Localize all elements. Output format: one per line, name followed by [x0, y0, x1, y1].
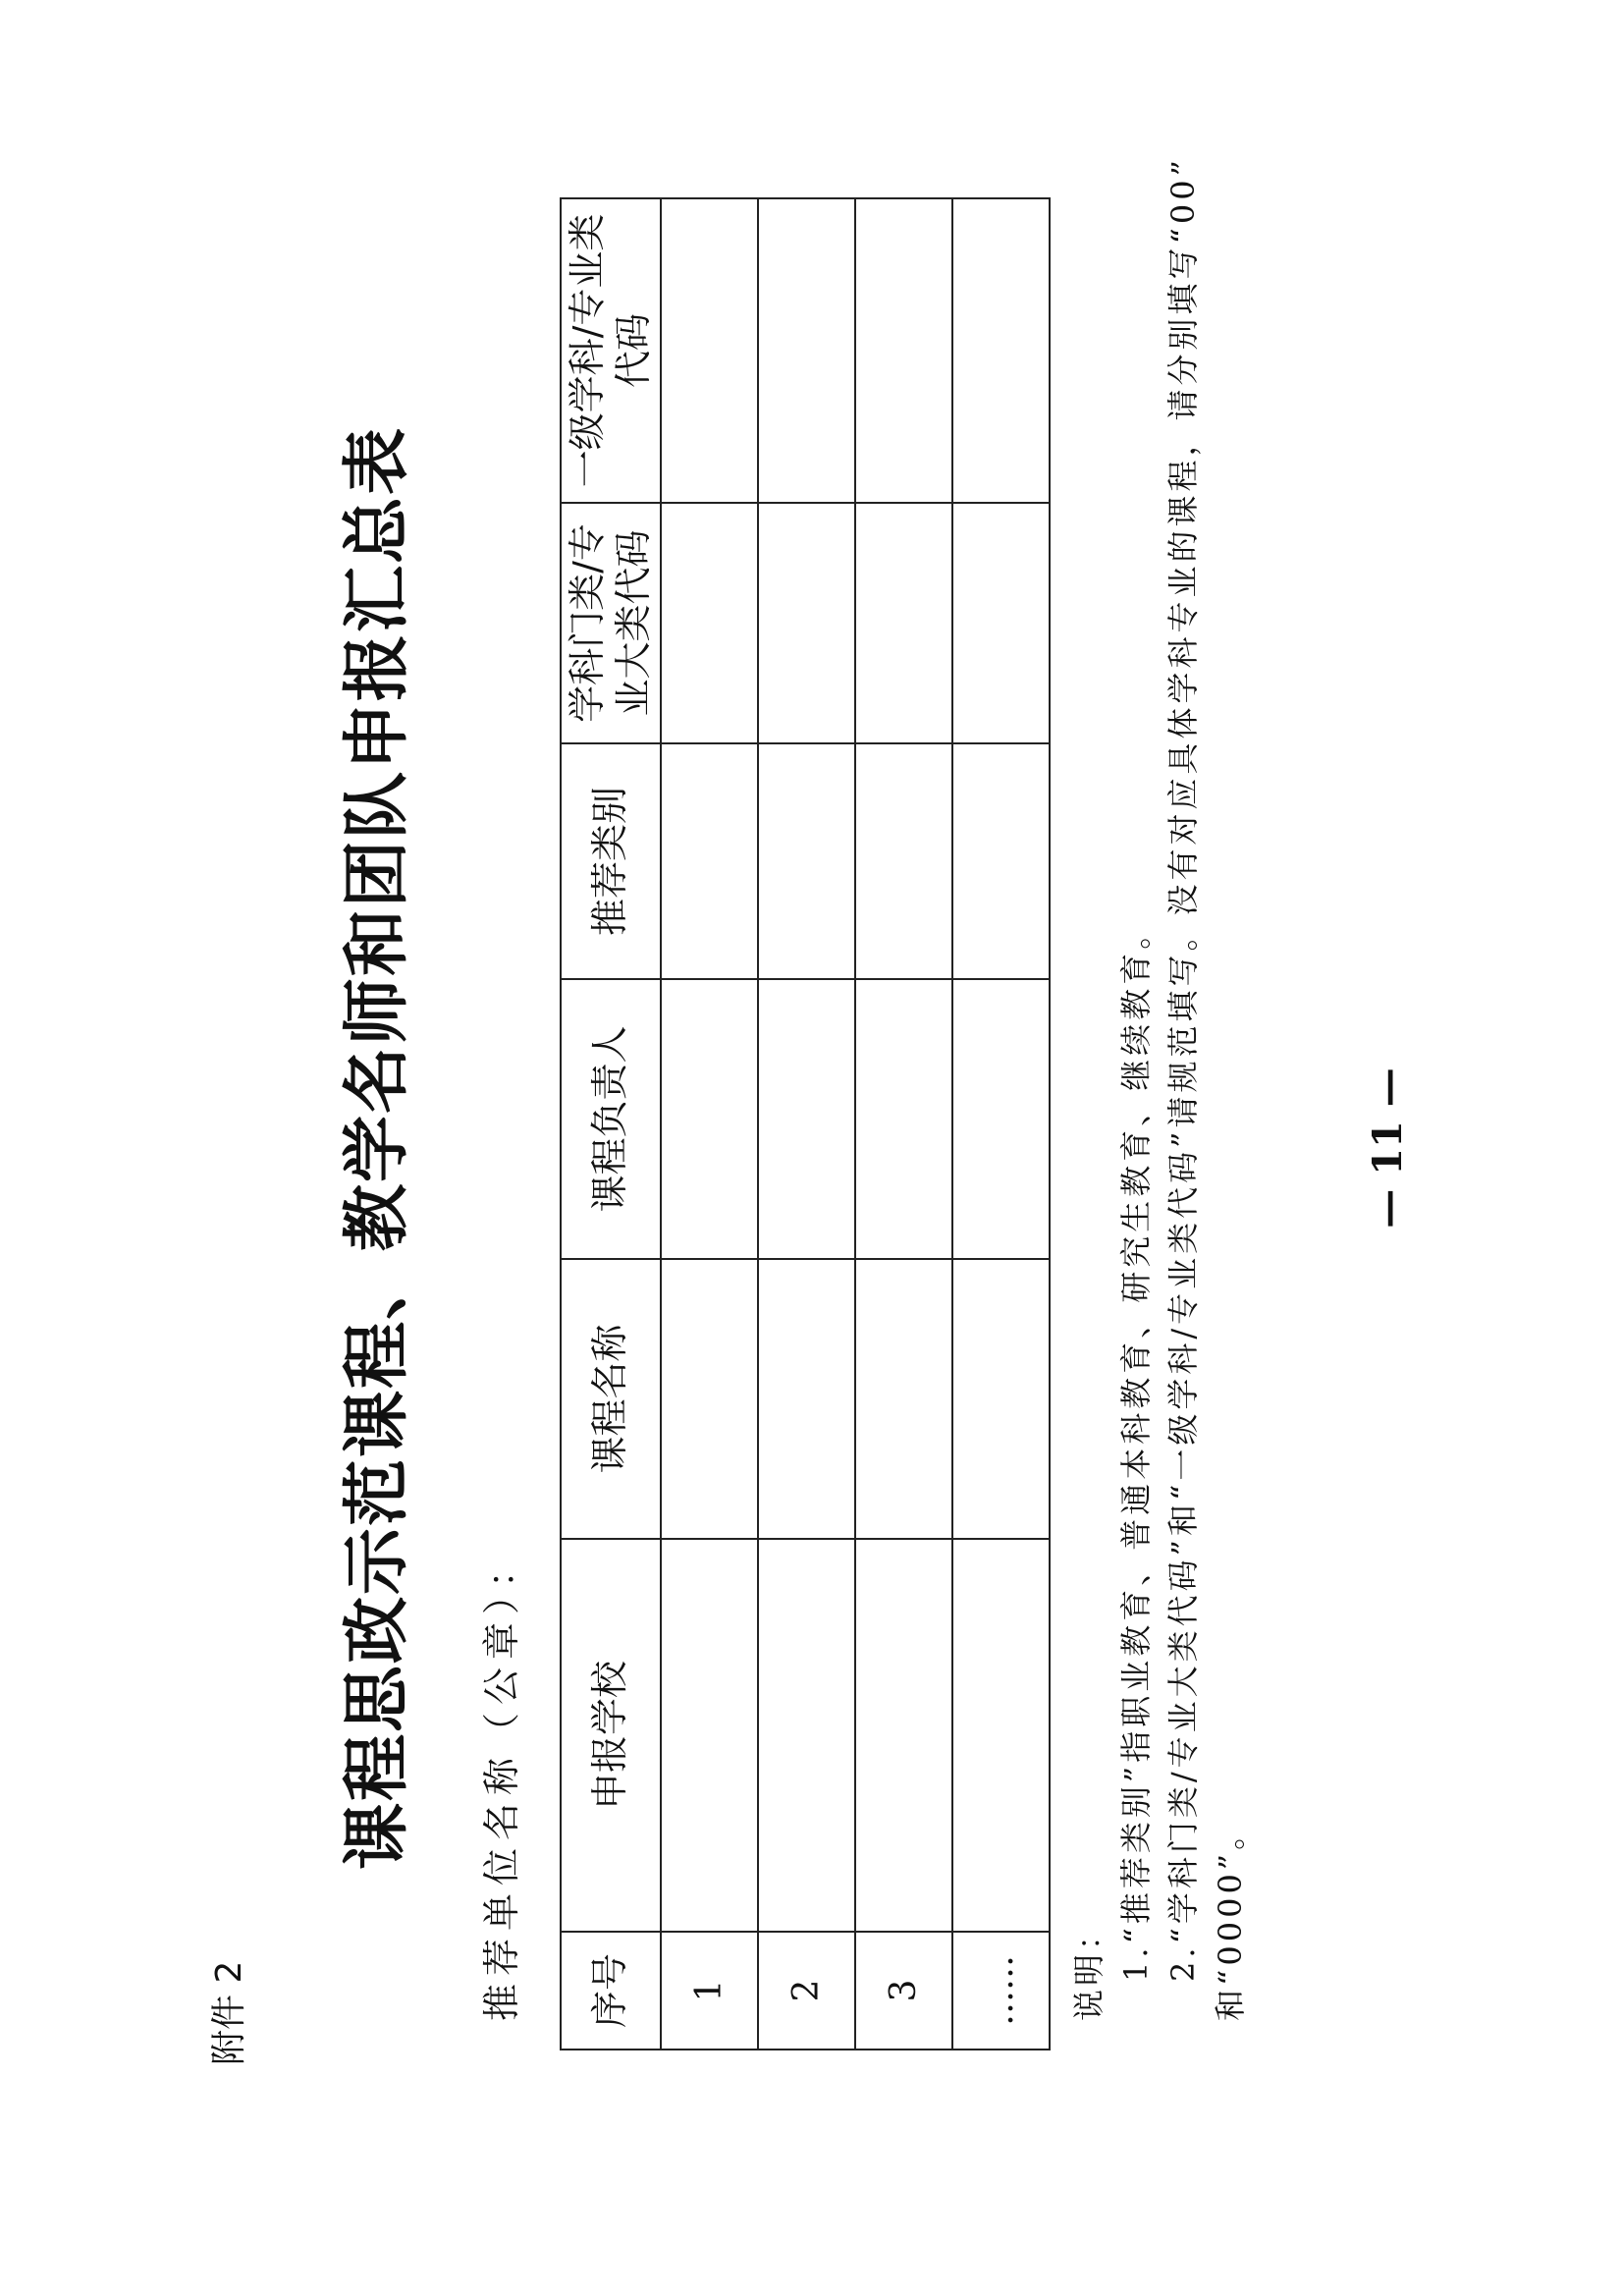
- cell-course-leader[interactable]: [952, 979, 1050, 1259]
- table-header-row: [561, 198, 661, 2050]
- cell-discipline-code[interactable]: [952, 503, 1050, 743]
- cell-course-name[interactable]: [661, 1259, 758, 1539]
- cell-first-level-code[interactable]: [661, 198, 758, 503]
- cell-discipline-code[interactable]: [661, 503, 758, 743]
- cell-serial: 3: [855, 1932, 952, 2050]
- page-number: — 11 —: [1365, 1067, 1411, 1229]
- cell-serial: 2: [758, 1932, 855, 2050]
- header-course-leader: 课程负责人: [561, 979, 661, 1259]
- cell-recommend-category[interactable]: [661, 743, 758, 979]
- header-course-name: 课程名称: [561, 1259, 661, 1539]
- cell-course-leader[interactable]: [758, 979, 855, 1259]
- cell-school[interactable]: [855, 1539, 952, 1932]
- summary-table: [560, 197, 1051, 2050]
- notes-section: [1065, 156, 1254, 2021]
- table-row: [952, 198, 1050, 2050]
- cell-school[interactable]: [952, 1539, 1050, 1932]
- table-row: [661, 198, 758, 2050]
- cell-discipline-code[interactable]: [758, 503, 855, 743]
- cell-course-name[interactable]: [855, 1259, 952, 1539]
- cell-serial: ……: [952, 1932, 1050, 2050]
- cell-school[interactable]: [758, 1539, 855, 1932]
- cell-course-leader[interactable]: [855, 979, 952, 1259]
- table-row: [855, 198, 952, 2050]
- cell-recommend-category[interactable]: [952, 743, 1050, 979]
- note-line-3: 和“0000”。: [1212, 1814, 1249, 2021]
- header-discipline-code: 学科门类/专业大类代码: [561, 503, 661, 743]
- note-line-2: 2.“学科门类/专业大类代码”和“一级学科/专业类代码”请规范填写。没有对应具体学科专业的课程，请分别填写“00”: [1164, 156, 1202, 1982]
- cell-recommend-category[interactable]: [758, 743, 855, 979]
- cell-first-level-code[interactable]: [952, 198, 1050, 503]
- table-row: [758, 198, 855, 2050]
- cell-recommend-category[interactable]: [855, 743, 952, 979]
- header-school: 申报学校: [561, 1539, 661, 1932]
- cell-school[interactable]: [661, 1539, 758, 1932]
- recommending-unit-label: 推荐单位名称（公章）：: [480, 1542, 523, 2021]
- notes-heading: 说明：: [1070, 1914, 1108, 2021]
- note-line-1: 1.“推荐类别”指职业教育、普通本科教育、研究生教育、继续教育。: [1117, 913, 1155, 1982]
- cell-course-leader[interactable]: [661, 979, 758, 1259]
- header-recommend-category: 推荐类别: [561, 743, 661, 979]
- cell-discipline-code[interactable]: [855, 503, 952, 743]
- cell-course-name[interactable]: [758, 1259, 855, 1539]
- cell-course-name[interactable]: [952, 1259, 1050, 1539]
- header-first-level-code: 一级学科/专业类代码: [561, 198, 661, 503]
- cell-serial: 1: [661, 1932, 758, 2050]
- page-title: 课程思政示范课程、教学名师和团队申报汇总表: [338, 426, 416, 1871]
- cell-first-level-code[interactable]: [855, 198, 952, 503]
- header-serial: 序号: [561, 1932, 661, 2050]
- attachment-label: 附件 2: [209, 1960, 249, 2065]
- cell-first-level-code[interactable]: [758, 198, 855, 503]
